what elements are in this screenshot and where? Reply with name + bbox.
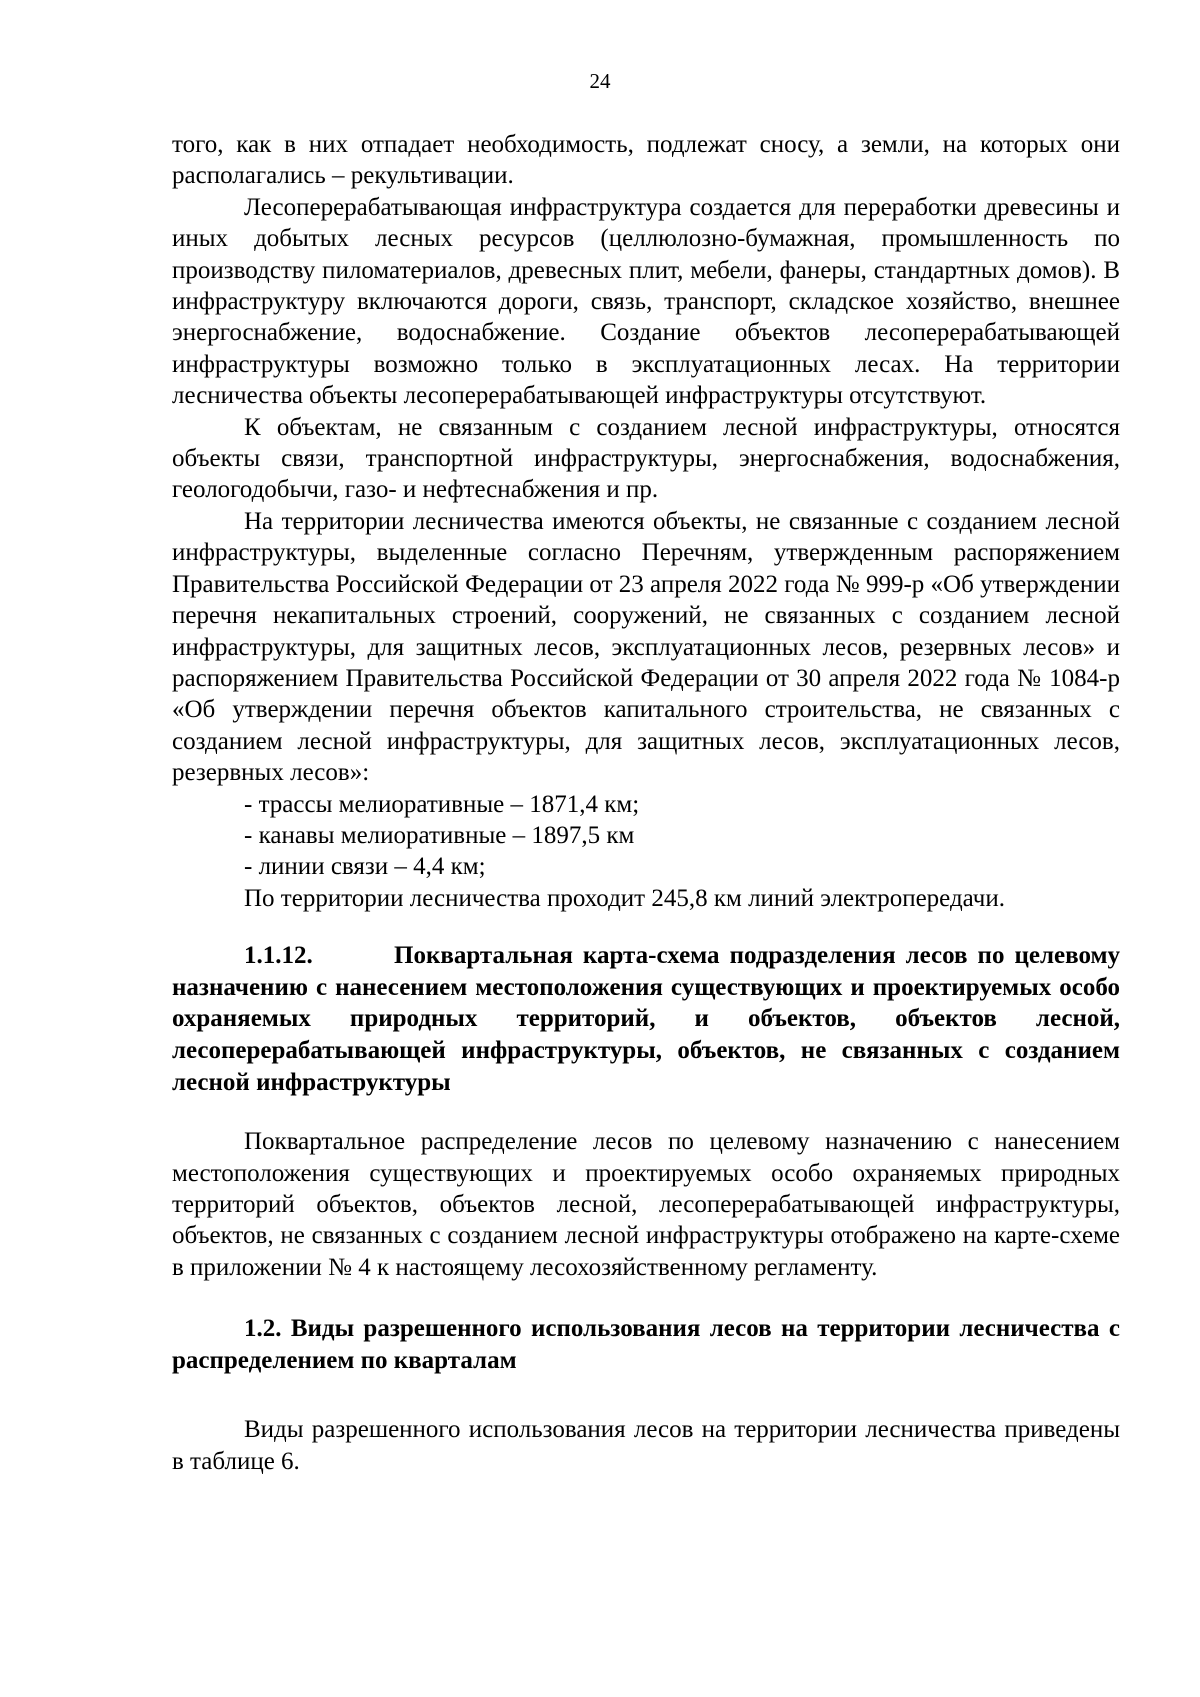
list-item-communication-lines: - линии связи – 4,4 км; <box>244 853 486 881</box>
section-heading-1-1-12 <box>172 940 1120 1098</box>
paragraph-objects-list-intro: На территории лесничества имеются объекты, не связанные с созданием лесной инфраструктуры, выделенные согласно Перечням, утвержденным распоряжением Правительства Российской Федерации от 23 апреля 2022 года № 999-р «Об утверждении перечня некапитальных строений, сооружений, не связанных с созданием лесной инфраструктуры, для защитных лесов, эксплуатационных лесов, резервных лесов» и распоряжением Правительства Российской Федерации от 30 апреля 2022 года № 1084-р «Об утверждении перечня объектов капитального строительства, не связанных с созданием лесной инфраструктуры, для защитных лесов, эксплуатационных лесов, резервных лесов»: <box>172 507 1120 787</box>
paragraph-map-scheme: Поквартальное распределение лесов по целевому назначению с нанесением местоположения существующих и проектируемых особо охраняемых природных территорий объектов, объектов лесной, лесоперерабатывающей инфраструктуры, объектов, не связанных с созданием лесной инфраструктуры отображено на карте-схеме в приложении № 4 к настоящему лесохозяйственному регламенту. <box>172 1128 1120 1281</box>
paragraph-table-reference: Виды разрешенного использования лесов на территории лесничества приведены в таблице 6. <box>172 1416 1120 1475</box>
list-item-drainage-ditches: - канавы мелиоративные – 1897,5 км <box>244 821 635 849</box>
section-number: 1.1.12. <box>244 942 313 970</box>
section-heading-1-2: 1.2. Виды разрешенного использования лесов на территории лесничества с распределением по кварталам <box>172 1315 1120 1374</box>
list-item-drainage-routes: - трассы мелиоративные – 1871,4 км; <box>244 790 640 818</box>
paragraph-wood-processing-infrastructure: Лесоперерабатывающая инфраструктура создается для переработки древесины и иных добытых лесных ресурсов (целлюлозно-бумажная, промышленность по производству пиломатериалов, древесных плит, мебели, фанеры, стандартных домов). В инфраструктуру включаются дороги, связь, транспорт, складское хозяйство, внешнее энергоснабжение, водоснабжение. Создание объектов лесоперерабатывающей инфраструктуры возможно только в эксплуатационных лесах. На территории лесничества объекты лесоперерабатывающей инфраструктуры отсутствуют. <box>172 193 1120 410</box>
section-title: Поквартальная карта-схема подразделения лесов по целевому назначению с нанесением местоположения существующих и проектируемых особо охраняемых природных территорий, и объектов, объектов лесной, лесоперерабатывающей инфраструктуры, объектов, не связанных с созданием лесной инфраструктуры <box>172 942 1120 1096</box>
paragraph-power-lines: По территории лесничества проходит 245,8 км линий электропередачи. <box>244 884 1005 912</box>
page-number: 24 <box>589 69 611 93</box>
paragraph-continuation: того, как в них отпадает необходимость, подлежат сносу, а земли, на которых они располагались – рекультивации. <box>172 131 1120 190</box>
paragraph-non-forest-objects: К объектам, не связанным с созданием лесной инфраструктуры, относятся объекты связи, транспортной инфраструктуры, энергоснабжения, водоснабжения, геологодобычи, газо- и нефтеснабжения и пр. <box>172 413 1120 504</box>
document-body <box>172 129 1120 1477</box>
